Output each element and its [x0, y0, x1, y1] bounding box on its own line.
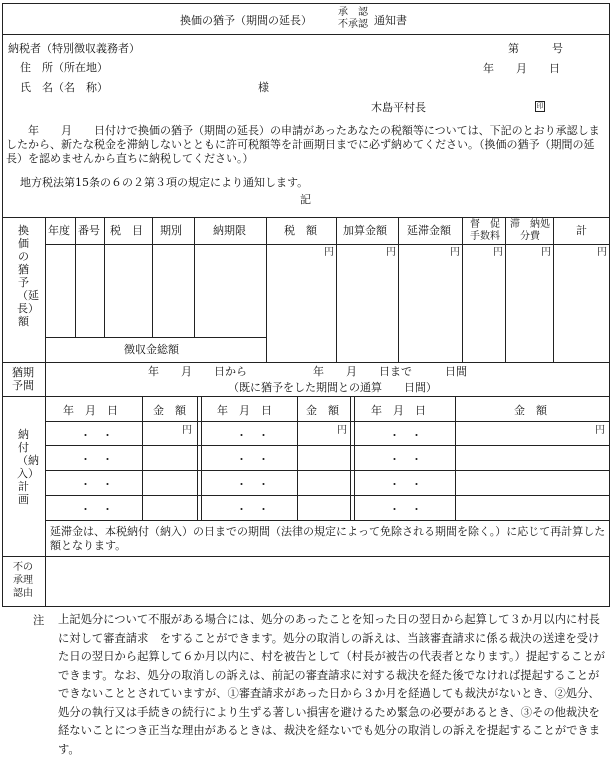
mayor-title: 木島平村長	[371, 101, 426, 114]
table1-total-top	[46, 337, 266, 338]
yen-unit: 円	[597, 247, 607, 258]
document-title	[180, 6, 440, 32]
footnote-text: 上記処分について不服がある場合には、処分のあったことを知った日の翌日から起算して３か月以内に村長に対して審査請求 をすることができます。処分の取消しの訴えは、当該審査請求に係る裁決の送達を受けた日の翌日から起算して６か月以内に、村を被告として（村長が被告の代表者となります。）提起することができます。なお、処分の取消しの訴えは、前記の審査請求に対する裁決を経た後でなければ提起することができないこととされていますが、①審査請求があった日から３か月を経過しても裁決がないとき、②処分、処分の執行又は手続きの続行により生ずる著しい損害を避けるため緊急の必要があるとき、③その他裁決を経ないことにつき正当な理由があるときは、裁決を経ないでも処分の取消しの訴えを提起することができます。	[58, 613, 605, 756]
plan-col-divider	[354, 396, 355, 520]
reason-side-divider	[45, 556, 46, 606]
reason-side-label: 不の承理認由	[13, 562, 33, 599]
plan-amount-header: 金 額	[153, 404, 186, 417]
title-approve: 承 認	[338, 7, 368, 18]
table1-col-divider	[462, 217, 463, 362]
taxpayer-label: 納税者（特別徴収義務者）	[8, 42, 140, 55]
plan-col-divider	[201, 396, 202, 520]
table1-header-delinquency: 延滞金額	[407, 224, 451, 237]
date-dots: ・ ・	[236, 503, 269, 516]
table1-header-disposition-fee: 滞 納処分費	[510, 219, 550, 242]
yen-unit: 円	[386, 247, 396, 258]
table1-header-reminder-fee: 督 促手数料	[470, 219, 500, 242]
border-right	[609, 3, 610, 607]
plan-col-divider	[197, 396, 198, 520]
delinquency-note: 延滞金は、本税納付（納入）の日までの期間（法律の規定によって免除される期間を除く。）に応じて再計算した額となります。	[50, 525, 606, 552]
table1-col-divider	[75, 217, 76, 338]
table1-header-tax-item: 税 目	[110, 224, 143, 237]
title-suffix: 通知書	[374, 14, 407, 27]
title-disapprove: 不承認	[338, 19, 368, 30]
approval-paragraph: 年 月 日付けで換価の猶予（期間の延長）の申請があったあなたの税額等については、下記のとおり承認しましたから、新たな税金を滞納しないとともに許可税額等を計画期日までに必ず納めてください。（換価の猶予（期間の延長）を認めませんから直ちに納税してください。）	[6, 124, 600, 165]
address-label: 住 所（所在地）	[20, 61, 108, 74]
table1-header-additional: 加算金額	[343, 224, 387, 237]
table1-col-divider	[194, 217, 195, 338]
plan-row-line	[46, 520, 610, 521]
title-divider	[2, 34, 610, 35]
table1-header-number: 番号	[78, 224, 100, 237]
plan-amount-header: 金 額	[306, 404, 339, 417]
table1-header-tax-amount: 税 額	[284, 224, 317, 237]
period-side-divider	[45, 362, 46, 396]
yen-unit: 円	[493, 247, 503, 258]
date-dots: ・ ・	[80, 453, 113, 466]
yen-unit: 円	[541, 247, 551, 258]
period-range: 年 月 日から 年 月 日まで 日間	[148, 365, 467, 378]
title-main: 換価の猶予（期間の延長）	[180, 14, 312, 27]
document-number: 第 号	[508, 42, 563, 55]
plan-date-header: 年 月 日	[63, 404, 118, 417]
plan-row-line	[46, 470, 610, 471]
date-dots: ・ ・	[236, 453, 269, 466]
yen-unit: 円	[182, 425, 192, 436]
honorific: 様	[258, 81, 269, 94]
table1-side-divider	[45, 217, 46, 362]
plan-col-divider	[142, 396, 143, 520]
legal-basis: 地方税法第15条の６の２第３項の規定により通知します。	[20, 176, 309, 189]
issue-date: 年 月 日	[483, 62, 560, 75]
table1-col-divider	[266, 217, 267, 362]
plan-amount-header: 金 額	[514, 404, 547, 417]
table1-side-label: 換価の猶予（延長）額	[17, 224, 39, 328]
table1-top	[2, 217, 610, 218]
yen-unit: 円	[450, 247, 460, 258]
table1-col-divider	[104, 217, 105, 338]
date-dots: ・ ・	[80, 478, 113, 491]
table1-col-divider	[398, 217, 399, 362]
period-side-label: 猶期予間	[12, 366, 34, 392]
table1-bottom	[2, 362, 610, 363]
plan-header-bottom	[46, 421, 610, 422]
border-left	[2, 3, 3, 607]
period-cumulative: （既に猶予をした期間との通算 日間）	[228, 381, 437, 394]
total-collection-label: 徴収金総額	[124, 343, 179, 356]
ki-mark: 記	[300, 193, 311, 206]
yen-unit: 円	[337, 425, 347, 436]
name-label: 氏 名（名 称）	[20, 81, 108, 94]
table1-col-divider	[152, 217, 153, 338]
date-dots: ・ ・	[80, 503, 113, 516]
reason-top	[2, 556, 610, 557]
plan-date-header: 年 月 日	[371, 404, 426, 417]
table1-col-divider	[553, 217, 554, 362]
date-dots: ・ ・	[389, 429, 422, 442]
table1-header-period: 期別	[160, 224, 182, 237]
table1-header-bottom	[46, 244, 610, 245]
table1-header-year: 年度	[48, 224, 70, 237]
border-bottom	[2, 606, 610, 607]
border-top	[2, 3, 610, 4]
date-dots: ・ ・	[80, 429, 113, 442]
table1-col-divider	[505, 217, 506, 362]
plan-row-line	[46, 445, 610, 446]
date-dots: ・ ・	[236, 429, 269, 442]
date-dots: ・ ・	[389, 478, 422, 491]
date-dots: ・ ・	[389, 503, 422, 516]
plan-row-line	[46, 495, 610, 496]
period-bottom	[2, 396, 610, 397]
table1-col-divider	[336, 217, 337, 362]
yen-unit: 円	[324, 247, 334, 258]
plan-date-header: 年 月 日	[217, 404, 272, 417]
table1-header-due-date: 納期限	[213, 224, 246, 237]
plan-side-divider	[45, 396, 46, 556]
plan-col-divider	[455, 396, 456, 520]
date-dots: ・ ・	[389, 453, 422, 466]
date-dots: ・ ・	[236, 478, 269, 491]
plan-col-divider	[297, 396, 298, 520]
plan-col-divider	[350, 396, 351, 520]
seal-mark: 印	[536, 102, 544, 110]
table1-header-total: 計	[576, 224, 587, 237]
footnote-label: 注	[33, 614, 45, 627]
plan-side-label: 納付（納入）計画	[17, 428, 39, 506]
yen-unit: 円	[595, 425, 605, 436]
